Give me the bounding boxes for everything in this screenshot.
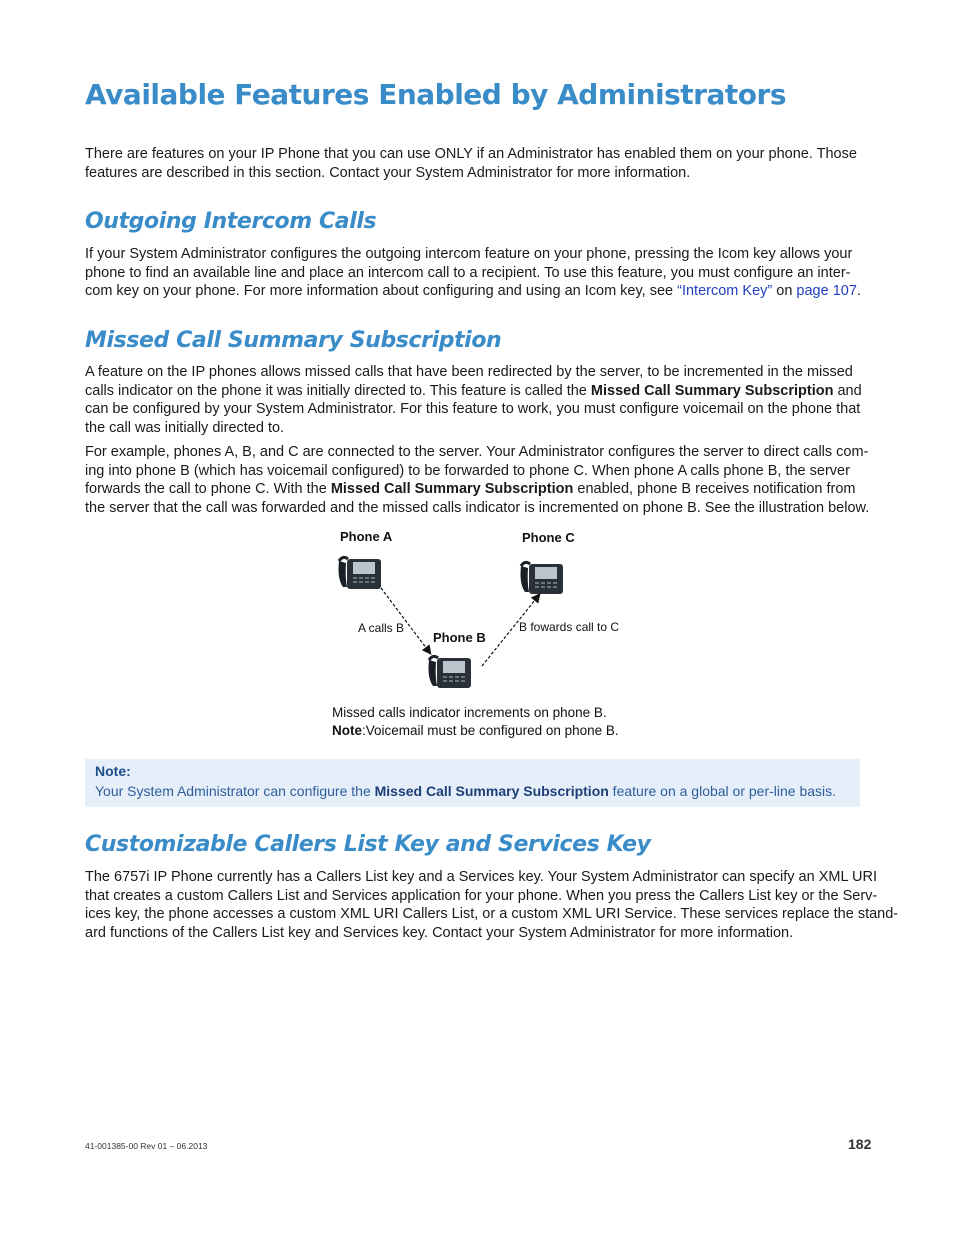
figure-note: Note:Voicemail must be configured on phone B. [332, 723, 619, 738]
intercom-paragraph: If your System Administrator configures the outgoing intercom feature on your phone, pressing the Icom key allows your phone to find an available line and place an intercom call to a recipient. To use this feature, you must configure an inter- com key on your phone. For more information about configuring and using an Icom key, see “Intercom Key” on page 107. [85, 246, 861, 300]
intro-paragraph: There are features on your IP Phone that you can use ONLY if an Administrator has enabled them on your phone. Those features are described in this section. Contact your System Administrator for more information. [85, 146, 857, 181]
note-body: Your System Administrator can configure the Missed Call Summary Subscription feature on a global or per-line basis. [95, 783, 837, 799]
phone-a-label: Phone A [340, 529, 393, 544]
callers-paragraph: The 6757i IP Phone currently has a Callers List key and a Services key. Your System Administrator can specify an XML URI that creates a custom Callers List and Services application for your phone. When you press the Callers List key or the Serv- ices key, the phone accesses a custom XML URI Callers List, or a custom XML URI Service. These services replace the stand- ard functions of the Callers List key and Services key. Contact your System Administrator for more information. [85, 869, 899, 942]
missed-paragraph-1: A feature on the IP phones allows missed calls that have been redirected by the server, to be incremented in the missed calls indicator on the phone it was initially directed to. This feature is called the Missed Call Summary Subscription and can be configured by your System Administrator. For this feature to work, you must configure voicemail on the phone that the call was initially directed to. [85, 364, 862, 437]
phone-b-label: Phone B [433, 630, 486, 645]
intercom-key-link[interactable]: “Intercom Key” [677, 283, 773, 300]
heading-outgoing-intercom: Outgoing Intercom Calls [85, 209, 377, 234]
footer-doc-id: 41-001385-00 Rev 01 – 06.2013 [85, 1141, 208, 1151]
phone-a-icon [333, 549, 383, 591]
phone-c-label: Phone C [522, 530, 575, 545]
page-107-link[interactable]: page 107 [796, 283, 857, 300]
figure-caption: Missed calls indicator increments on phone B. [332, 705, 607, 720]
footer-page-number: 182 [848, 1136, 872, 1152]
phone-b-icon [423, 648, 473, 690]
a-calls-b-label: A calls B [358, 621, 405, 635]
call-forward-illustration [85, 520, 875, 740]
note-box [85, 759, 860, 807]
page-title: Available Features Enabled by Administrators [85, 78, 786, 111]
note-title: Note: [95, 763, 131, 779]
phone-c-icon [515, 554, 565, 596]
missed-paragraph-2: For example, phones A, B, and C are connected to the server. Your Administrator configures the server to direct calls com- ing into phone B (which has voicemail configured) to be forwarded to phone C. When phone A calls phone B, the server forwards the call to phone C. With the Missed Call Summary Subscription enabled, phone B receives notification from the server that the call was forwarded and the missed calls indicator is incremented on phone B. See the illustration below. [85, 444, 870, 517]
b-forwards-label: B fowards call to C [519, 620, 620, 634]
heading-customizable-callers: Customizable Callers List Key and Services Key [85, 832, 651, 857]
heading-missed-call-summary: Missed Call Summary Subscription [85, 328, 502, 353]
